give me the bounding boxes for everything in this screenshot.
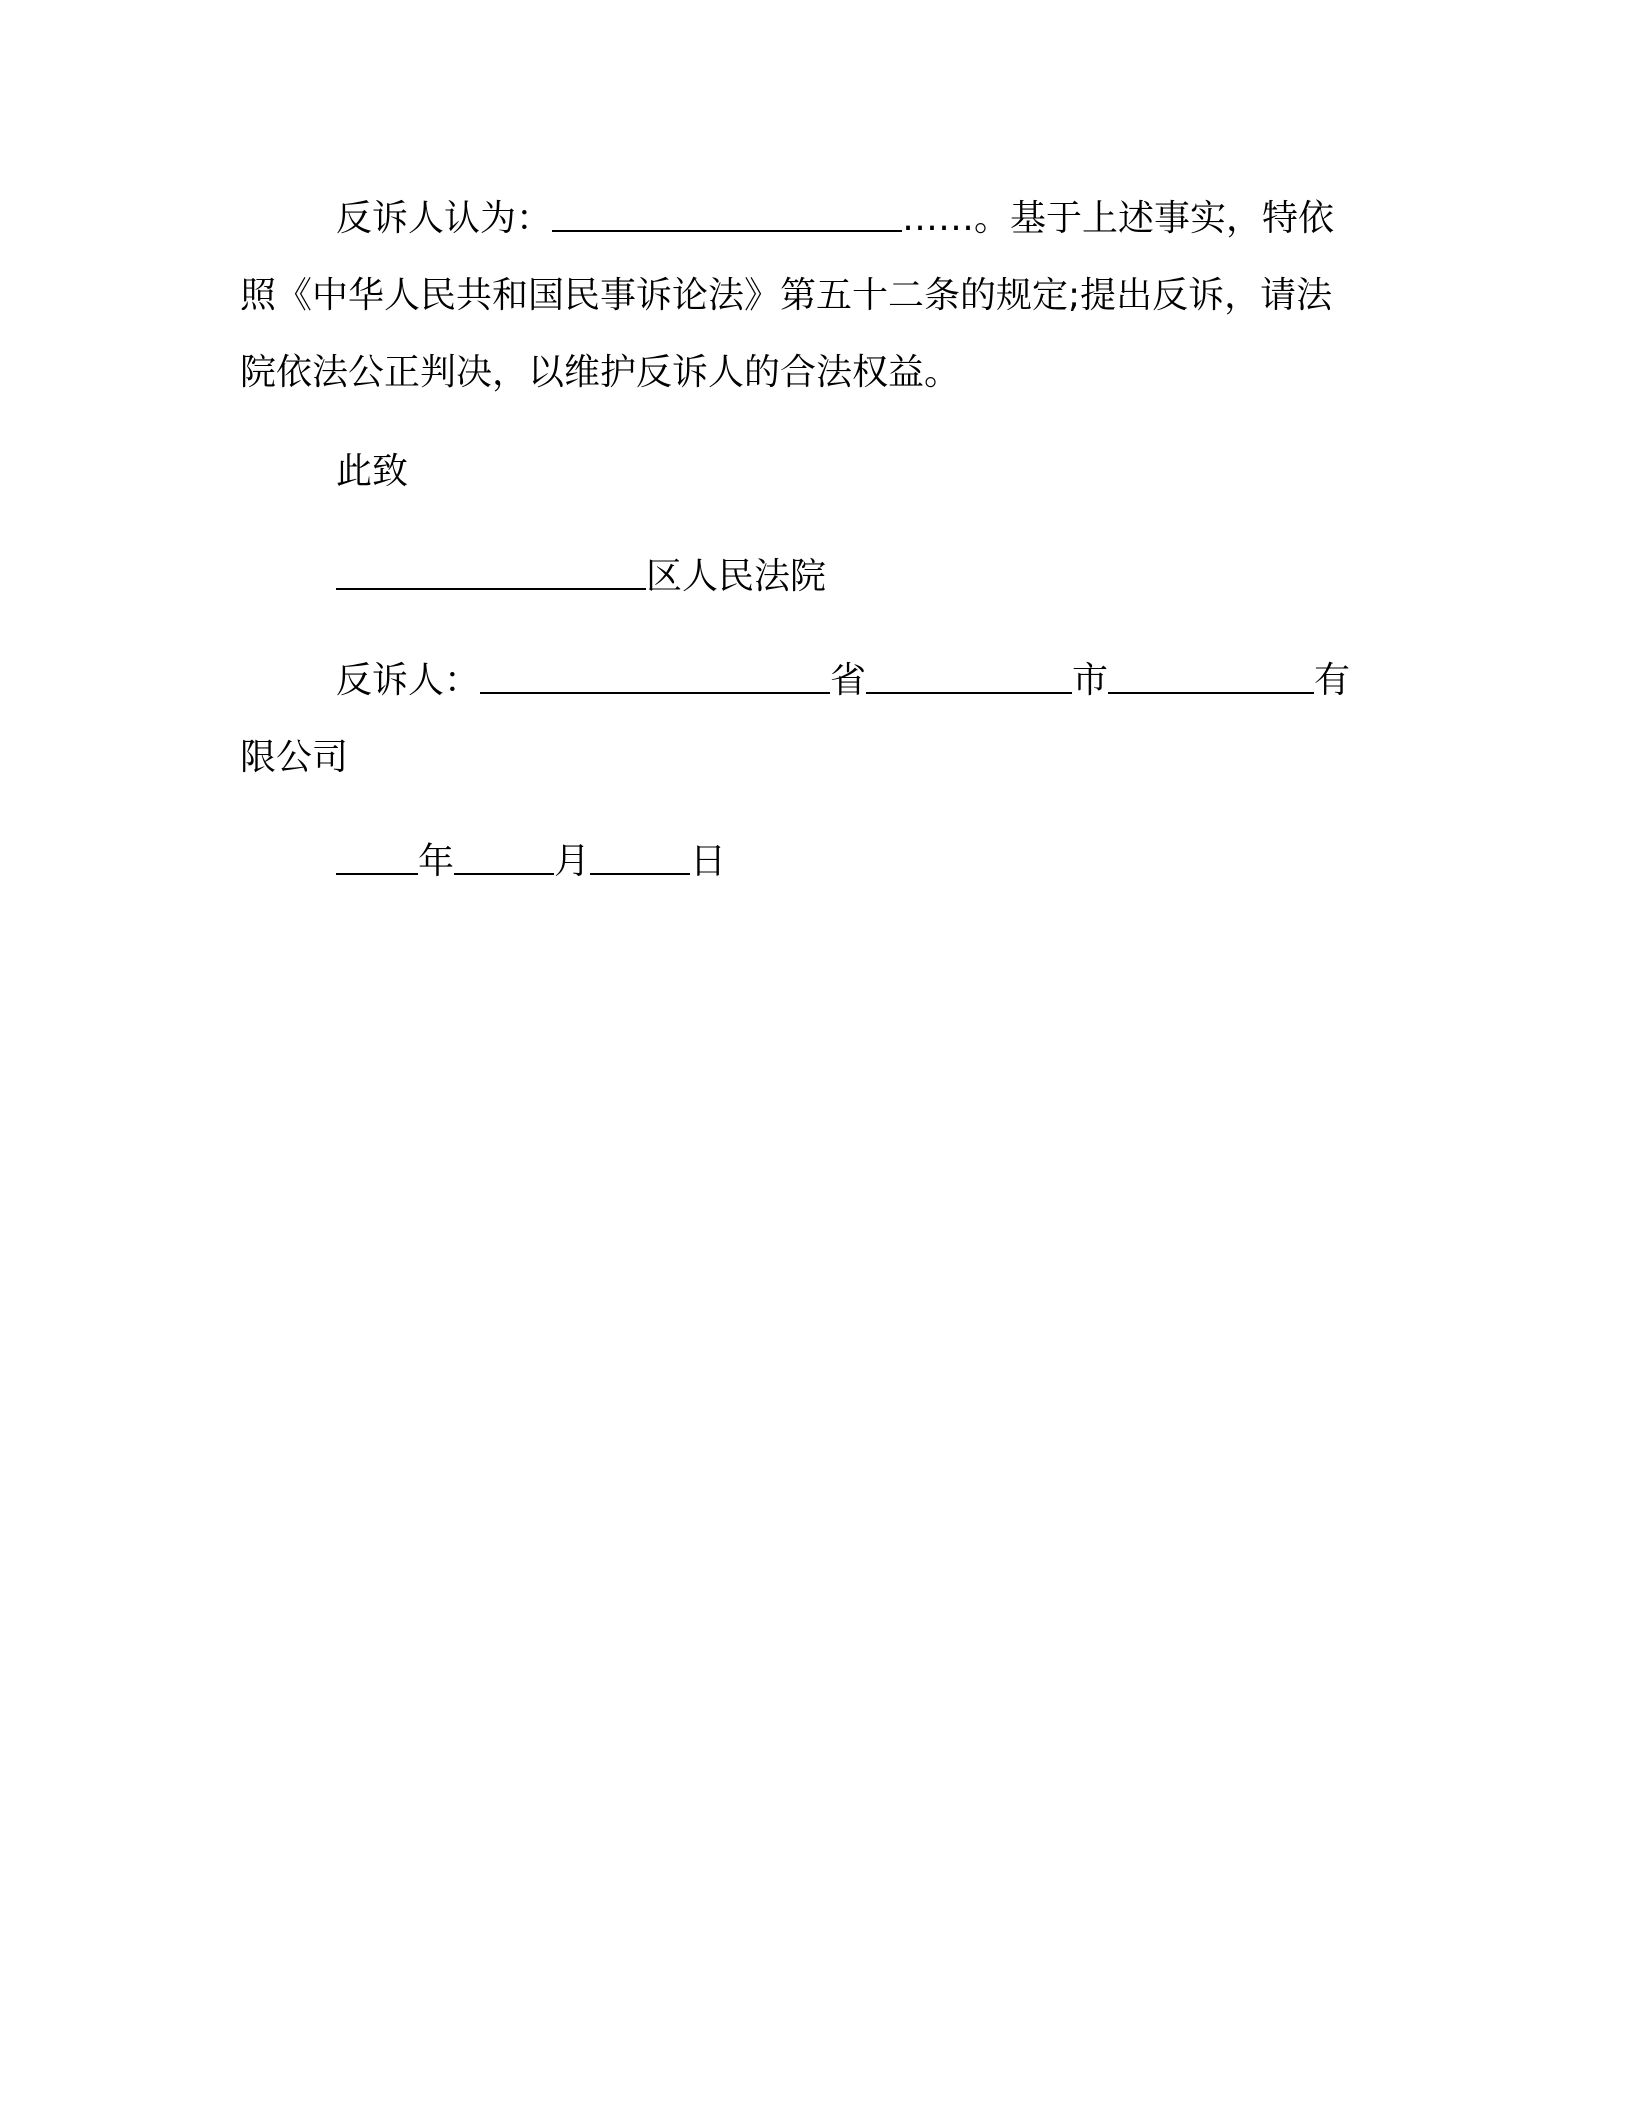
salutation-paragraph <box>240 433 1360 510</box>
statement-line-1 <box>240 180 1360 257</box>
city-blank[interactable] <box>866 691 1072 694</box>
company-start: 有 <box>1314 660 1351 701</box>
court-suffix: 区人民法院 <box>646 556 827 597</box>
counterclaim-statement-paragraph <box>240 180 1360 411</box>
counterclaimant-name-blank[interactable] <box>480 691 830 694</box>
statement-prefix: 反诉人认为： <box>336 198 553 239</box>
court-paragraph <box>240 538 1360 615</box>
day-blank[interactable] <box>590 872 690 875</box>
statement-line-2: 照《中华人民共和国民事诉论法》第五十二条的规定;提出反诉，请法 <box>240 275 1333 316</box>
company-blank[interactable] <box>1108 691 1314 694</box>
month-label: 月 <box>554 841 591 882</box>
date-paragraph <box>240 823 1360 900</box>
counterclaimant-line-2: 限公司 <box>240 737 349 778</box>
counterclaimant-label: 反诉人： <box>336 660 481 701</box>
province-label: 省 <box>830 660 867 701</box>
statement-suffix: ……。基于上述事实，特依 <box>902 198 1335 239</box>
city-label: 市 <box>1072 660 1109 701</box>
year-label: 年 <box>418 841 455 882</box>
counterclaimant-line-1 <box>240 642 1360 719</box>
salutation: 此致 <box>336 451 409 492</box>
court-line <box>240 538 1360 615</box>
month-blank[interactable] <box>454 872 554 875</box>
year-blank[interactable] <box>336 872 418 875</box>
date-line <box>240 823 1360 900</box>
statement-blank[interactable] <box>552 229 902 232</box>
counterclaimant-paragraph <box>240 642 1360 796</box>
statement-line-3: 院依法公正判决，以维护反诉人的合法权益。 <box>240 352 961 393</box>
day-label: 日 <box>690 841 727 882</box>
court-name-blank[interactable] <box>336 587 646 590</box>
